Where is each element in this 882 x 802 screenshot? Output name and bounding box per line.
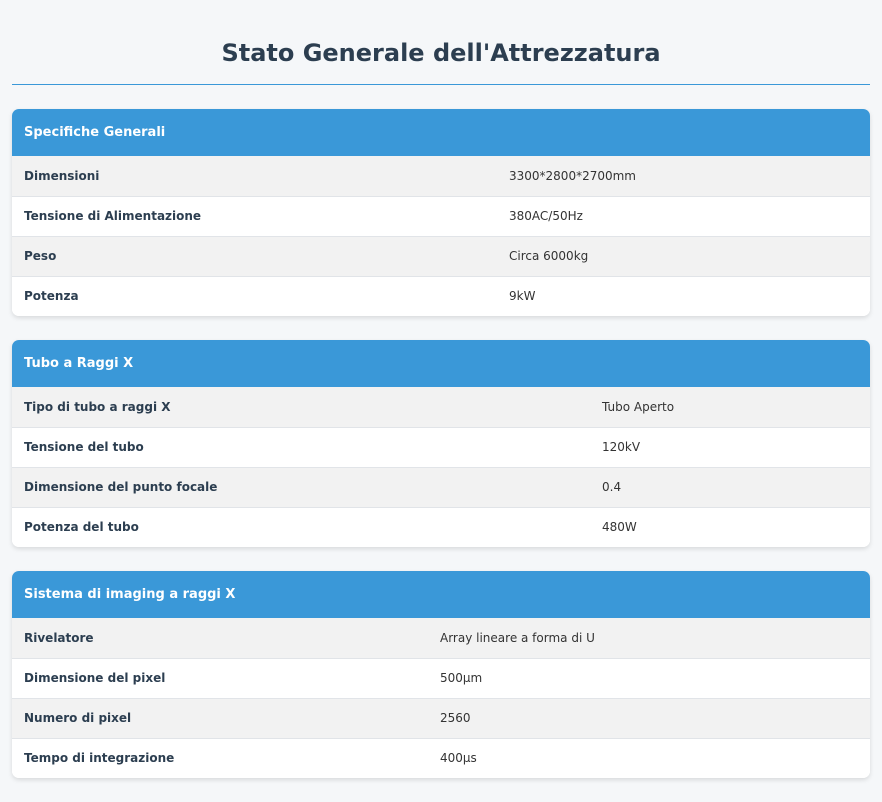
table-row	[12, 276, 870, 316]
spec-table	[12, 387, 870, 547]
row-label: Tipo di tubo a raggi X	[24, 399, 171, 414]
row-value: Array lineare a forma di U	[440, 630, 595, 645]
spec-table	[12, 618, 870, 778]
table-row	[12, 196, 870, 236]
title-divider	[12, 84, 870, 85]
row-value: Circa 6000kg	[509, 249, 589, 263]
section-header: Sistema di imaging a raggi X	[12, 571, 870, 618]
table-row	[12, 738, 870, 778]
row-label: Potenza	[24, 289, 79, 304]
table-row	[12, 618, 870, 658]
section-xray-imaging	[12, 571, 870, 778]
row-value: Tubo Aperto	[602, 399, 675, 414]
row-value: 120kV	[602, 440, 641, 454]
row-value: 380AC/50Hz	[509, 209, 583, 223]
row-value: 2560	[440, 711, 471, 725]
row-label: Tensione di Alimentazione	[24, 209, 202, 223]
row-label: Dimensione del pixel	[24, 671, 166, 685]
section-xray-tube	[12, 340, 870, 547]
section-general-specs	[12, 109, 870, 316]
table-row	[12, 236, 870, 276]
spec-table	[12, 156, 870, 316]
page-title: Stato Generale dell'Attrezzatura	[221, 39, 661, 67]
table-row	[12, 156, 870, 196]
row-label: Numero di pixel	[24, 711, 132, 725]
table-row	[12, 658, 870, 698]
row-label: Peso	[24, 249, 57, 263]
section-header: Specifiche Generali	[12, 109, 870, 156]
row-label: Tensione del tubo	[24, 440, 144, 454]
row-value: 3300*2800*2700mm	[509, 168, 636, 183]
row-label: Rivelatore	[24, 630, 94, 645]
row-label: Potenza del tubo	[24, 520, 139, 535]
row-value: 0.4	[602, 480, 622, 494]
table-row	[12, 427, 870, 467]
row-label: Tempo di integrazione	[24, 751, 175, 766]
table-row	[12, 507, 870, 547]
table-row	[12, 698, 870, 738]
row-value: 480W	[602, 520, 637, 535]
row-value: 9kW	[509, 289, 536, 304]
table-row	[12, 387, 870, 427]
row-label: Dimensione del punto focale	[24, 480, 218, 494]
row-value: 400μs	[440, 751, 477, 766]
row-value: 500μm	[440, 671, 483, 685]
row-label: Dimensioni	[24, 168, 100, 183]
section-header: Tubo a Raggi X	[12, 340, 870, 387]
table-row	[12, 467, 870, 507]
